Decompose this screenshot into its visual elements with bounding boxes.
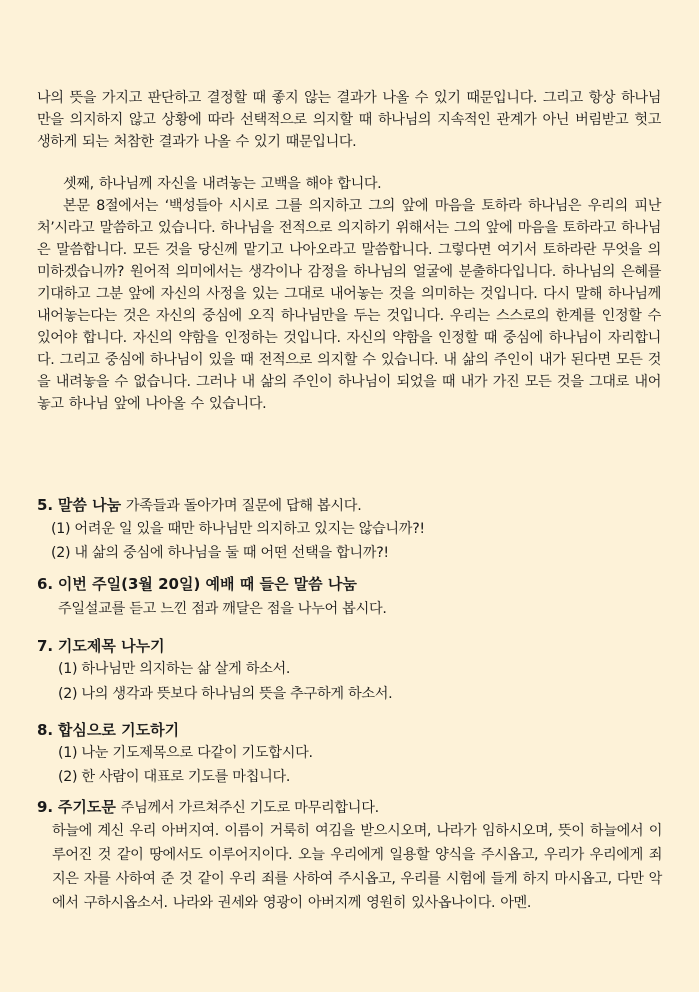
section-5-description: 가족들과 돌아가며 질문에 답해 봅시다. [125,498,362,514]
section-5-heading [37,494,667,517]
section-6-title: 이번 주일(3월 20일) 예배 때 들은 말씀 나눔 [57,575,357,593]
section-8-item-1: (1) 나눈 기도제목으로 다같이 기도합시다. [58,745,313,761]
section-7-number: 7. [37,637,54,655]
section-8-heading [37,719,667,741]
section-6-number: 6. [37,575,54,593]
section-9-heading [37,796,667,819]
section-6-heading [37,573,667,595]
section-9-title: 주기도문 [57,798,116,816]
section-9-description: 주님께서 가르쳐주신 기도로 마무리합니다. [120,800,379,816]
section-7-item-1: (1) 하나님만 의지하는 삶 살게 하소서. [58,661,291,677]
section-5-question-1: (1) 어려운 일 있을 때만 하나님만 의지하고 있지는 않습니까?! [51,521,425,537]
section-8-item-2: (2) 한 사람이 대표로 기도를 마칩니다. [58,769,291,785]
section-5-title: 말씀 나눔 [57,496,122,514]
section-5-question-2: (2) 내 삶의 중심에 하나님을 둘 때 어떤 선택을 합니까?! [51,545,389,561]
section-7-title: 기도제목 나누기 [57,637,165,655]
section-8-title: 합심으로 기도하기 [57,721,180,739]
section-6-instruction: 주일설교를 듣고 느낀 점과 깨달은 점을 나누어 봅시다. [58,601,387,617]
section-7-heading [37,635,667,657]
intro-paragraph-2: 셋째, 하나님께 자신을 내려놓는 고백을 해야 합니다. [63,176,382,192]
intro-paragraph-1: 나의 뜻을 가지고 판단하고 결정할 때 좋지 않는 결과가 나올 수 있기 때문입니다. 그리고 항상 하나님만을 의지하지 않고 상황에 따라 선택적으로 의지할 때 하나님의 지속적인 관계가 아닌 버림받고 헛고생하게 되는 처참한 결과가 나올 수 있기 때문입니다. [37,90,661,150]
intro-paragraph-3: 본문 8절에서는 ‘백성들아 시시로 그를 의지하고 그의 앞에 마음을 토하라 하나님은 우리의 피난처’시라고 말씀하고 있습니다. 하나님을 전적으로 의지하기 위해서는 그의 앞에 마음을 토하라고 하나님은 말씀합니다. 모든 것을 당신께 맡기고 나아오라고 말씀합니다. 그렇다면 여기서 토하라란 무엇을 의미하겠습니까? 원어적 의미에서는 생각이나 감정을 하나님의 얼굴에 분출하다입니다. 하나님의 은혜를 기대하고 그분 앞에 자신의 사정을 있는 그대로 내어놓는 것을 의미하는 것입니다. 다시 말해 하나님께 내어놓는다는 것은 자신의 중심에 오직 하나님만을 두는 것입니다. 우리는 스스로의 한계를 인정할 수 있어야 합니다. 자신의 약함을 인정하는 것입니다. 자신의 약함을 인정할 때 중심에 하나님이 자리합니다. 그리고 중심에 하나님이 있을 때 전적으로 의지할 수 있습니다. 내 삶의 주인이 내가 된다면 모든 것을 내려놓을 수 없습니다. 그러나 내 삶의 주인이 하나님이 되었을 때 내가 가진 모든 것을 그대로 내어놓고 하나님 앞에 나아올 수 있습니다. [37,198,661,412]
section-7-item-2: (2) 나의 생각과 뜻보다 하나님의 뜻을 추구하게 하소서. [58,686,393,702]
section-9-number: 9. [37,798,54,816]
section-8-number: 8. [37,721,54,739]
lords-prayer-text: 하늘에 계신 우리 아버지여. 이름이 거룩히 여김을 받으시오며, 나라가 임하시오며, 뜻이 하늘에서 이루어진 것 같이 땅에서도 이루어지이다. 오늘 우리에게 일용할 양식을 주시옵고, 우리가 우리에게 죄 지은 자를 사하여 준 것 같이 우리 죄를 사하여 주시옵고, 우리를 시험에 들게 하지 마시옵고, 다만 악에서 구하시옵소서. 나라와 권세와 영광이 아버지께 영원히 있사옵나이다. 아멘. [52,823,662,911]
section-5-number: 5. [37,496,54,514]
